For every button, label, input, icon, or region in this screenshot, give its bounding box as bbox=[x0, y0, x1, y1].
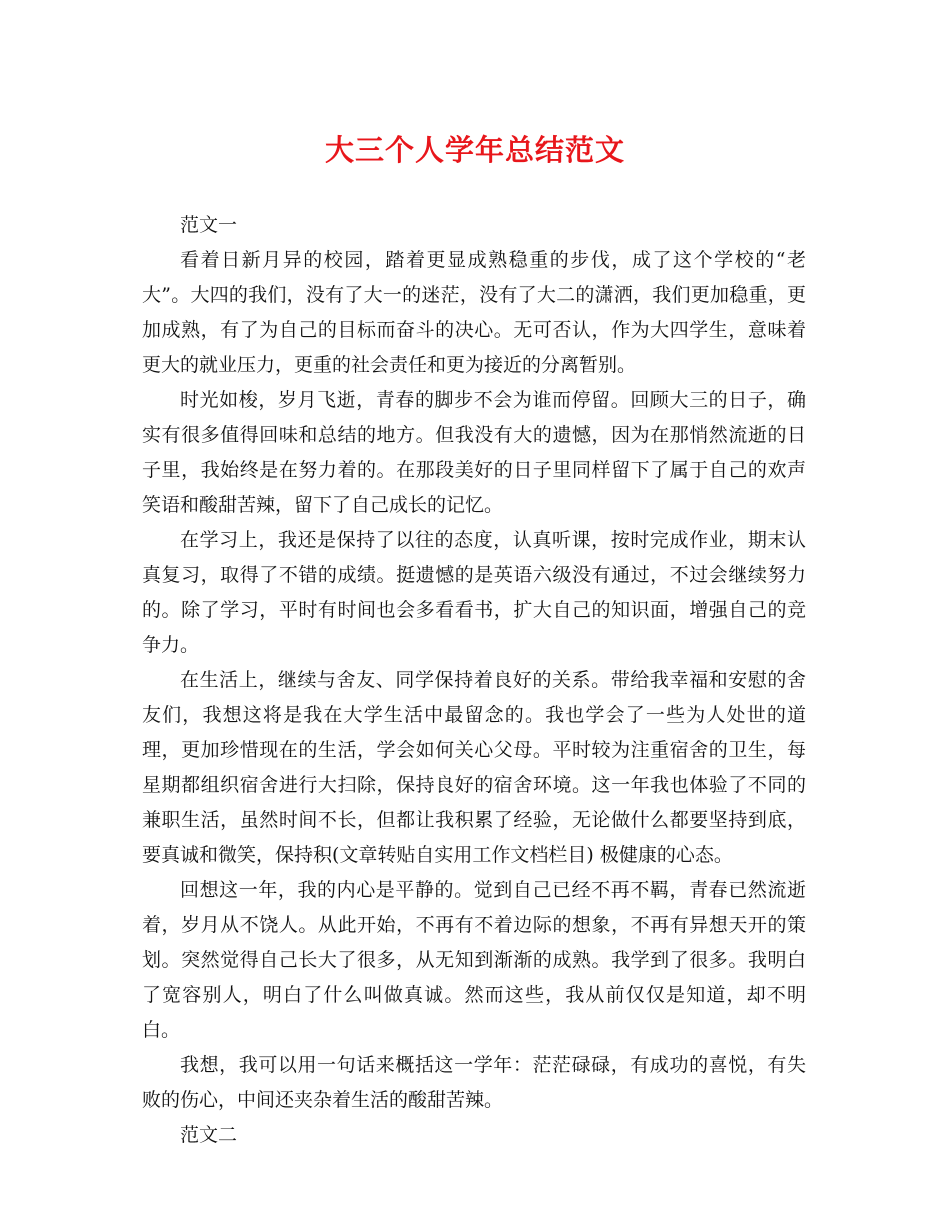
document-body bbox=[142, 208, 806, 1153]
paragraph: 在学习上，我还是保持了以往的态度，认真听课，按时完成作业，期末认真复习，取得了不错的成绩。挺遗憾的是英语六级没有通过，不过会继续努力的。除了学习，平时有时间也会多看看书，扩大自己的知识面，增强自己的竞争力。 bbox=[142, 529, 806, 656]
paragraph: 时光如梭，岁月飞逝，青春的脚步不会为谁而停留。回顾大三的日子，确实有很多值得回味和总结的地方。但我没有大的遗憾，因为在那悄然流逝的日子里，我始终是在努力着的。在那段美好的日子里同样留下了属于自己的欢声笑语和酸甜苦辣，留下了自己成长的记忆。 bbox=[142, 389, 806, 516]
paragraph: 看着日新月异的校园，踏着更显成熟稳重的步伐，成了这个学校的“老大”。大四的我们，没有了大一的迷茫，没有了大二的潇洒，我们更加稳重，更加成熟，有了为自己的目标而奋斗的决心。无可否认，作为大四学生，意味着更大的就业压力，更重的社会责任和更为接近的分离暂别。 bbox=[142, 249, 806, 376]
paragraph: 我想，我可以用一句话来概括这一学年：茫茫碌碌，有成功的喜悦，有失败的伤心，中间还夹杂着生活的酸甜苦辣。 bbox=[142, 1054, 806, 1111]
section-heading-two: 范文二 bbox=[180, 1124, 238, 1146]
document-title: 大三个人学年总结范文 bbox=[324, 133, 625, 167]
section-heading-one: 范文一 bbox=[180, 214, 238, 236]
paragraph: 回想这一年，我的内心是平静的。觉到自己已经不再不羁，青春已然流逝着，岁月从不饶人。从此开始，不再有不着边际的想象，不再有异想天开的策划。突然觉得自己长大了很多，从无知到渐渐的成熟。我学到了很多。我明白了宽容别人，明白了什么叫做真诚。然而这些，我从前仅仅是知道，却不明白。 bbox=[142, 879, 806, 1041]
paragraph: 在生活上，继续与舍友、同学保持着良好的关系。带给我幸福和安慰的舍友们，我想这将是我在大学生活中最留念的。我也学会了一些为人处世的道理，更加珍惜现在的生活，学会如何关心父母。平时较为注重宿舍的卫生，每星期都组织宿舍进行大扫除，保持良好的宿舍环境。这一年我也体验了不同的兼职生活，虽然时间不长，但都让我积累了经验，无论做什么都要坚持到底，要真诚和微笑，保持积(文章转贴自实用工作文档栏目) 极健康的心态。 bbox=[142, 669, 806, 866]
